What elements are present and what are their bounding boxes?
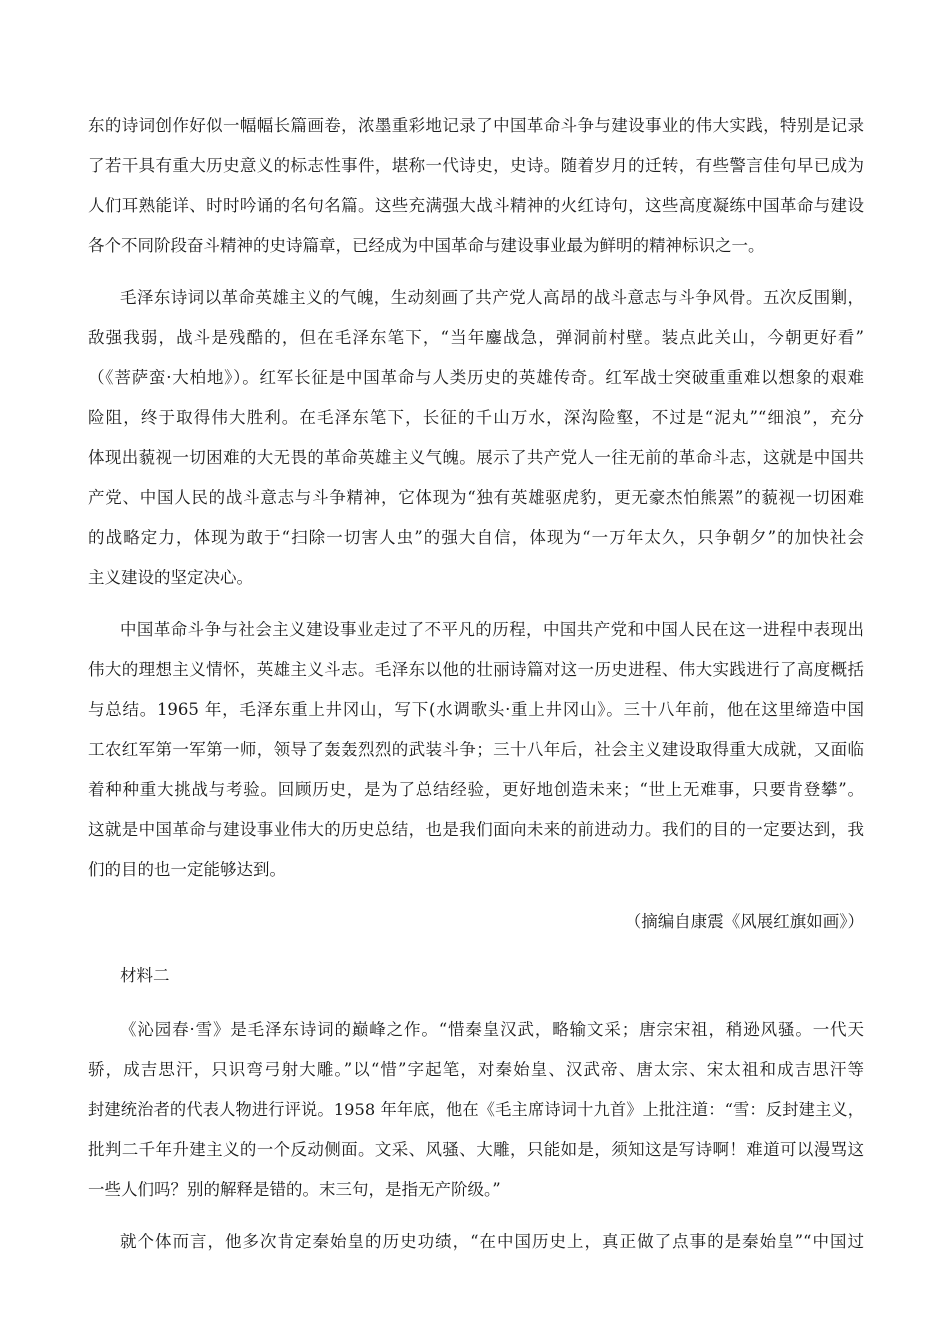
text-line: 险阻，终于取得伟大胜利。在毛泽东笔下，长征的千山万水，深沟险壑，不过是“泥丸”“细浪”，充分 [88,408,864,427]
paragraph-first-line: 中国革命斗争与社会主义建设事业走过了不平凡的历程，中国共产党和中国人民在这一进程中表现出 [120,620,864,639]
text-line: 体现出藐视一切困难的大无畏的革命英雄主义气魄。展示了共产党人一往无前的革命斗志，这就是中国共 [88,448,864,467]
text-line: 骄，成吉思汗，只识弯弓射大雕。”以“惜”字起笔，对秦始皇、汉武帝、唐太宗、宋太祖和成吉思汗等 [88,1060,864,1079]
paragraph-first-line: 就个体而言，他多次肯定秦始皇的历史功绩，“在中国历史上，真正做了点事的是秦始皇”“中国过 [120,1232,864,1251]
text-line: 东的诗词创作好似一幅幅长篇画卷，浓墨重彩地记录了中国革命斗争与建设事业的伟大实践，特别是记录 [88,116,864,135]
text-line: （《菩萨蛮·大柏地》）。红军长征是中国革命与人类历史的英雄传奇。红军战士突破重重难以想象的艰难 [88,368,864,387]
text-line: 人们耳熟能详、时时吟诵的名句名篇。这些充满强大战斗精神的火红诗句，这些高度凝练中国革命与建设 [88,196,864,215]
text-line: 的战略定力，体现为敢于“扫除一切害人虫”的强大自信，体现为“一万年太久，只争朝夕”的加快社会 [88,528,864,547]
text-line: 封建统治者的代表人物进行评说。1958 年年底，他在《毛主席诗词十九首》上批注道：“雪：反封建主义， [88,1100,864,1119]
text-line: 产党、中国人民的战斗意志与斗争精神，它体现为“独有英雄驱虎豹，更无豪杰怕熊罴”的藐视一切困难 [88,488,864,507]
text-line: 一些人们吗？别的解释是错的。末三句，是指无产阶级。” [88,1180,501,1199]
paragraph-first-line: 《沁园春·雪》是毛泽东诗词的巅峰之作。“惜秦皇汉武，略输文采；唐宗宋祖，稍逊风骚。一代天 [120,1020,864,1039]
text-line: 工农红军第一军第一师，领导了轰轰烈烈的武装斗争；三十八年后，社会主义建设取得重大成就，又面临 [88,740,864,759]
paragraph-first-line: 毛泽东诗词以革命英雄主义的气魄，生动刻画了共产党人高昂的战斗意志与斗争风骨。五次反围剿， [120,288,864,307]
source-citation: （摘编自康震《风展红旗如画》） [624,912,864,931]
text-line: 敌强我弱，战斗是残酷的，但在毛泽东笔下，“当年鏖战急，弹洞前村壁。装点此关山，今朝更好看” [88,328,864,347]
text-line: 着种种重大挑战与考验。回顾历史，是为了总结经验，更好地创造未来；“世上无难事，只要肯登攀”。 [88,780,864,799]
text-line: 主义建设的坚定决心。 [88,568,253,587]
text-line: 与总结。1965 年，毛泽东重上井冈山，写下(水调歌头·重上井冈山》。三十八年前，他在这里缔造中国 [88,700,864,719]
text-line: 伟大的理想主义情怀，英雄主义斗志。毛泽东以他的壮丽诗篇对这一历史进程、伟大实践进行了高度概括 [88,660,864,679]
section-heading: 材料二 [120,966,170,985]
text-line: 各个不同阶段奋斗精神的史诗篇章，已经成为中国革命与建设事业最为鲜明的精神标识之一。 [88,236,765,255]
text-line: 这就是中国革命与建设事业伟大的历史总结，也是我们面向未来的前进动力。我们的目的一定要达到，我 [88,820,864,839]
text-line: 了若干具有重大历史意义的标志性事件，堪称一代诗史，史诗。随着岁月的迁转，有些警言佳句早已成为 [88,156,864,175]
text-line: 批判二千年升建主义的一个反动侧面。文采、风骚、大雕，只能如是，须知这是写诗啊！难道可以漫骂这 [88,1140,864,1159]
text-line: 们的目的也一定能够达到。 [88,860,286,879]
